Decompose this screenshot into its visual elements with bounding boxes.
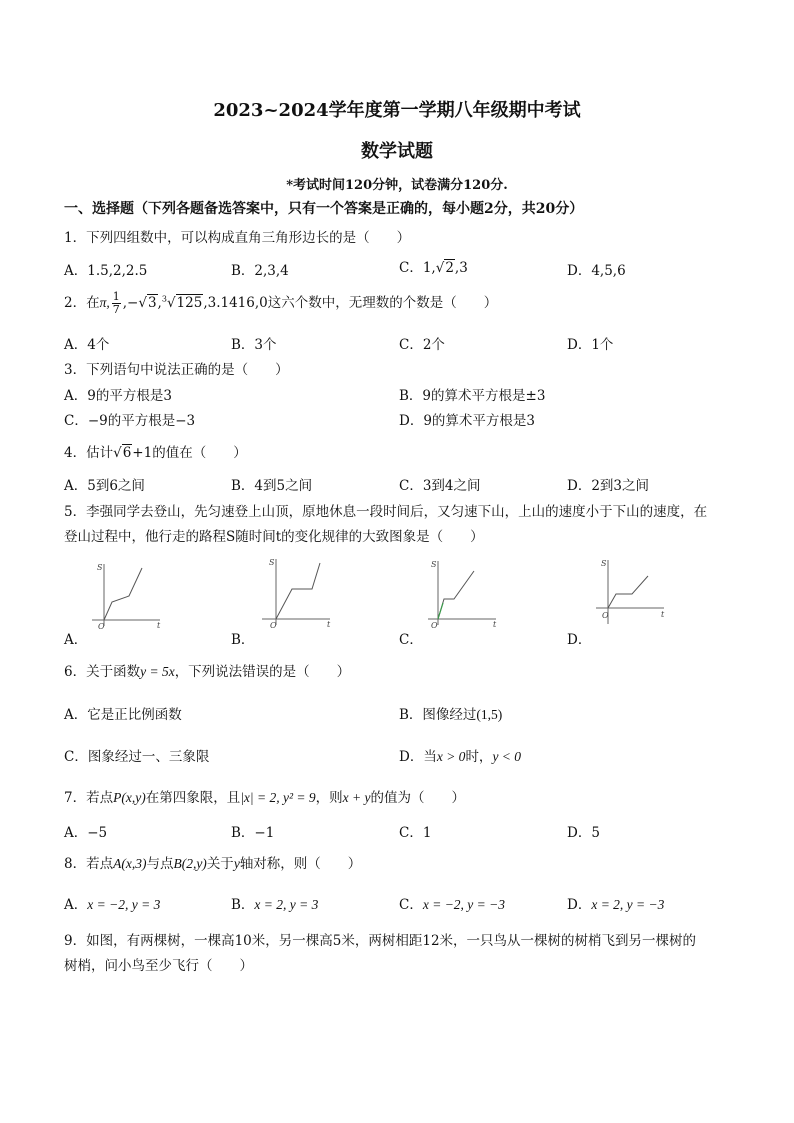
q2-radicand-1: 3 — [147, 295, 157, 311]
q2-stem-mid2: , — [157, 295, 162, 311]
q5-option-c[interactable]: C． — [399, 632, 423, 648]
q7-stem-mid2: ，则 — [315, 790, 343, 806]
q5-graph-b — [258, 555, 338, 631]
q5-graph-b-origin: O — [270, 621, 277, 630]
question-7-stem — [64, 786, 465, 806]
question-4-stem — [64, 441, 247, 461]
q8-stem-post: 轴对称，则（ ） — [239, 856, 362, 872]
q8-point-a: A(x,3) — [113, 856, 147, 871]
q6-stem-pre: 6．关于函数 — [64, 664, 141, 680]
q8-option-b[interactable] — [231, 893, 318, 913]
exam-title: 2023~2024学年度第一学期八年级期中考试 — [213, 100, 581, 121]
q8-point-b: B(2,y) — [173, 856, 207, 871]
sqrt-sign: √ — [138, 295, 147, 311]
q3-option-d[interactable]: D．9的算术平方根是3 — [399, 413, 536, 429]
exam-note: *考试时间120分钟，试卷满分120分. — [286, 178, 508, 193]
q8-option-b-text: x = 2, y = 3 — [254, 897, 319, 912]
q8-axis: y — [233, 856, 240, 871]
q4-stem-pre: 4．估计 — [64, 445, 114, 461]
q6-option-d-mid: 时， — [465, 749, 493, 765]
q7-option-b[interactable]: B．−1 — [231, 825, 275, 841]
q1-option-a[interactable]: A．1.5,2,2.5 — [64, 263, 148, 279]
q8-option-c-text: x = −2, y = −3 — [422, 897, 506, 912]
q6-option-b-point: (1,5) — [476, 707, 503, 722]
q2-fraction — [112, 291, 121, 316]
q6-option-d-cond2: y < 0 — [492, 749, 522, 764]
q4-radicand: 6 — [122, 445, 132, 461]
question-3-stem: 3．下列语句中说法正确的是（ ） — [64, 362, 289, 378]
q4-option-a[interactable]: A．5到6之间 — [64, 478, 145, 494]
question-9-line-2: 树梢，问小鸟至少飞行（ ） — [64, 958, 253, 974]
q8-option-d[interactable] — [567, 893, 664, 913]
sqrt-sign: √ — [435, 260, 445, 276]
q7-option-c[interactable]: C．1 — [399, 825, 432, 841]
q4-option-b[interactable]: B．4到5之间 — [231, 478, 313, 494]
q2-fraction-numerator: 1 — [112, 290, 120, 303]
q1-option-b[interactable]: B．2,3,4 — [231, 263, 289, 279]
q5-graph-a-origin: O — [98, 622, 105, 631]
q2-option-b[interactable]: B．3个 — [231, 337, 277, 353]
q2-option-a[interactable]: A．4个 — [64, 337, 110, 353]
q5-graph-c-origin: O — [431, 621, 438, 630]
sqrt-sign: √ — [113, 445, 122, 461]
question-6-stem — [64, 660, 350, 680]
q8-option-a-prefix: A． — [64, 897, 88, 913]
question-8-stem — [64, 852, 361, 872]
q4-option-c[interactable]: C．3到4之间 — [399, 478, 481, 494]
q5-graph-b-axis-t: t — [327, 620, 331, 629]
question-1-stem: 1．下列四组数中，可以构成直角三角形边长的是（ ） — [64, 230, 411, 246]
q6-option-b[interactable] — [399, 703, 502, 723]
q6-option-b-pre: B．图像经过 — [399, 707, 477, 723]
q8-option-c[interactable] — [399, 893, 505, 913]
q3-option-c[interactable]: C．−9的平方根是−3 — [64, 413, 196, 429]
q1-option-d[interactable]: D．4,5,6 — [567, 263, 626, 279]
q2-pi: π, — [99, 295, 110, 310]
q7-stem-pre: 7．若点 — [64, 790, 114, 806]
q6-option-a[interactable]: A．它是正比例函数 — [64, 707, 182, 723]
q6-function: y = 5x — [140, 664, 175, 679]
q5-graph-a — [88, 560, 168, 632]
q5-graph-d-axis-s: S — [601, 559, 607, 568]
q4-option-d[interactable]: D．2到3之间 — [567, 478, 650, 494]
q7-condition: |x| = 2, y² = 9 — [240, 790, 316, 805]
q5-graph-b-axis-s: S — [269, 558, 275, 567]
q1-option-c-pre: C．1, — [399, 260, 436, 276]
q6-option-d-cond1: x > 0 — [436, 749, 466, 764]
q2-stem-mid: ,− — [122, 295, 139, 311]
q5-graph-a-axis-t: t — [157, 621, 161, 630]
q5-graph-c — [424, 557, 504, 631]
q8-option-c-prefix: C． — [399, 897, 423, 913]
q5-graph-d-origin: O — [602, 611, 609, 620]
q8-stem-pre: 8．若点 — [64, 856, 114, 872]
q6-option-d[interactable] — [399, 745, 521, 765]
q6-option-d-pre: D．当 — [399, 749, 437, 765]
q6-option-c[interactable]: C．图象经过一、三象限 — [64, 749, 210, 765]
q2-stem-post: ,3.1416,0这六个数中，无理数的个数是（ ） — [203, 295, 498, 311]
q5-option-d[interactable]: D． — [567, 632, 592, 648]
q4-stem-post: +1的值在（ ） — [132, 445, 247, 461]
q5-graph-a-axis-s: S — [97, 563, 103, 572]
q1-option-c-post: ,3 — [454, 260, 468, 276]
section-heading: 一、选择题（下列各题备选答案中，只有一个答案是正确的，每小题2分，共20分） — [64, 201, 584, 217]
question-9-line-1: 9．如图，有两棵树，一棵高10米，另一棵高5米，两树相距12米，一只鸟从一棵树的树梢飞到另一棵树的 — [64, 933, 697, 949]
q7-option-a[interactable]: A．−5 — [64, 825, 108, 841]
q8-option-a-text: x = −2, y = 3 — [87, 897, 161, 912]
q2-root-index: 3 — [161, 294, 167, 304]
q7-expression: x + y — [342, 790, 371, 805]
q5-graph-c-axis-s: S — [431, 560, 437, 569]
q8-stem-mid2: 关于 — [206, 856, 234, 872]
q1-option-c[interactable] — [399, 256, 468, 276]
q7-point: P(x,y) — [113, 790, 146, 805]
question-5-line-2: 登山过程中，他行走的路程S随时间t的变化规律的大致图象是（ ） — [64, 529, 484, 545]
q8-option-d-text: x = 2, y = −3 — [591, 897, 665, 912]
q3-option-b[interactable]: B．9的算术平方根是±3 — [399, 388, 546, 404]
q8-stem-mid: 与点 — [146, 856, 174, 872]
question-5-line-1: 5．李强同学去登山，先匀速登上山顶，原地休息一段时间后，又匀速下山，上山的速度小于下山的速度，在 — [64, 504, 708, 520]
q5-option-b[interactable]: B． — [231, 632, 255, 648]
question-2-stem — [64, 291, 497, 316]
q5-option-a[interactable]: A． — [64, 632, 88, 648]
q2-option-c[interactable]: C．2个 — [399, 337, 445, 353]
q7-stem-post: 的值为（ ） — [370, 790, 465, 806]
q8-option-d-prefix: D． — [567, 897, 592, 913]
q7-option-d[interactable]: D．5 — [567, 825, 600, 841]
q7-stem-mid: 在第四象限，且 — [145, 790, 241, 806]
q5-graph-d — [592, 556, 672, 630]
sqrt-sign: √ — [166, 295, 176, 311]
q2-option-d[interactable]: D．1个 — [567, 337, 614, 353]
q3-option-a[interactable]: A．9的平方根是3 — [64, 388, 172, 404]
q2-fraction-denominator: 7 — [112, 303, 120, 316]
q5-graph-d-axis-t: t — [661, 610, 665, 619]
q2-stem-pre: 2．在 — [64, 295, 100, 311]
q8-option-a[interactable] — [64, 893, 160, 913]
q8-option-b-prefix: B． — [231, 897, 255, 913]
q2-radicand-2: 125 — [176, 295, 203, 311]
q6-stem-post: ，下列说法错误的是（ ） — [174, 664, 351, 680]
q5-graph-c-axis-t: t — [493, 620, 497, 629]
exam-subtitle: 数学试题 — [361, 141, 433, 162]
q1-option-c-radicand: 2 — [445, 260, 454, 276]
